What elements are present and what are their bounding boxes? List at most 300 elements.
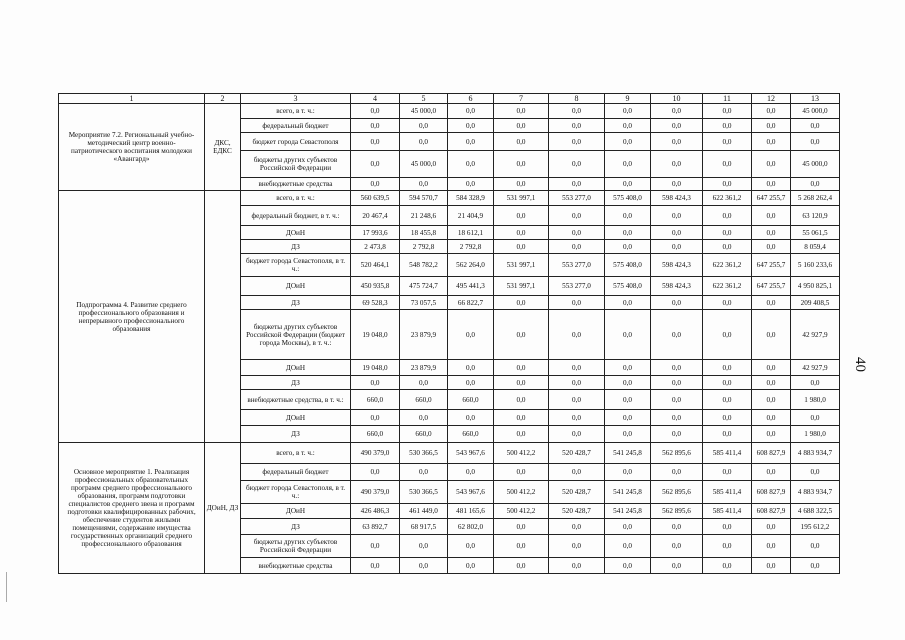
value-cell: 0,0 [703,390,752,410]
header-cell: 11 [703,94,752,104]
value-cell: 0,0 [651,119,703,133]
value-cell: 426 486,3 [351,504,400,519]
value-cell: 0,0 [605,464,651,481]
value-cell: 1 980,0 [791,426,840,443]
value-cell: 608 827,9 [752,504,791,519]
funding-source: федеральный бюджет [241,119,351,133]
value-cell: 23 879,9 [400,360,448,376]
value-cell: 195 612,2 [791,519,840,535]
value-cell: 5 160 233,6 [791,254,840,277]
table-row [59,443,840,464]
value-cell: 0,0 [494,519,549,535]
value-cell: 0,0 [651,376,703,390]
funding-source: бюджет города Севастополя [241,133,351,151]
value-cell: 608 827,9 [752,443,791,464]
value-cell: 598 424,3 [651,254,703,277]
value-cell: 608 827,9 [752,481,791,504]
value-cell: 0,0 [549,104,605,119]
value-cell: 62 802,0 [448,519,494,535]
value-cell: 0,0 [448,410,494,426]
value-cell: 0,0 [549,535,605,558]
value-cell: 45 000,0 [400,104,448,119]
value-cell: 0,0 [791,119,840,133]
header-cell: 3 [241,94,351,104]
value-cell: 548 782,2 [400,254,448,277]
value-cell: 647 255,7 [752,191,791,206]
value-cell: 0,0 [494,410,549,426]
value-cell: 45 000,0 [400,151,448,178]
value-cell: 575 408,0 [605,277,651,296]
value-cell: 562 895,6 [651,443,703,464]
value-cell: 543 967,6 [448,443,494,464]
value-cell: 520 428,7 [549,443,605,464]
funding-source: федеральный бюджет, в т. ч.: [241,206,351,226]
value-cell: 562 264,0 [448,254,494,277]
value-cell: 0,0 [494,206,549,226]
value-cell: 0,0 [605,310,651,360]
value-cell: 0,0 [351,178,400,191]
value-cell: 0,0 [651,558,703,574]
header-cell: 8 [549,94,605,104]
value-cell: 575 408,0 [605,254,651,277]
value-cell: 660,0 [400,390,448,410]
value-cell: 520 428,7 [549,481,605,504]
measure-title: Мероприятие 7.2. Региональный учебно-методический центр военно-патриотического воспитания молодежи «Авангард» [59,104,205,191]
value-cell: 63 892,7 [351,519,400,535]
value-cell: 2 473,8 [351,240,400,254]
value-cell: 0,0 [651,519,703,535]
value-cell: 598 424,3 [651,191,703,206]
value-cell: 585 411,4 [703,481,752,504]
value-cell: 0,0 [605,178,651,191]
value-cell: 55 061,5 [791,226,840,240]
value-cell: 0,0 [448,133,494,151]
value-cell: 0,0 [494,133,549,151]
value-cell: 562 895,6 [651,504,703,519]
value-cell: 0,0 [605,360,651,376]
value-cell: 63 120,9 [791,206,840,226]
value-cell: 0,0 [549,240,605,254]
value-cell: 622 361,2 [703,191,752,206]
value-cell: 0,0 [549,360,605,376]
value-cell: 0,0 [605,519,651,535]
scan-edge-mark [6,572,7,602]
value-cell: 42 927,9 [791,310,840,360]
value-cell: 0,0 [752,360,791,376]
value-cell: 0,0 [651,296,703,310]
value-cell: 0,0 [703,104,752,119]
value-cell: 2 792,8 [448,240,494,254]
value-cell: 622 361,2 [703,254,752,277]
value-cell: 21 404,9 [448,206,494,226]
value-cell: 553 277,0 [549,277,605,296]
funding-source: ДЗ [241,240,351,254]
value-cell: 0,0 [549,390,605,410]
value-cell: 0,0 [448,178,494,191]
value-cell: 0,0 [651,426,703,443]
value-cell: 0,0 [351,119,400,133]
value-cell: 0,0 [752,119,791,133]
value-cell: 0,0 [703,178,752,191]
value-cell: 4 950 825,1 [791,277,840,296]
value-cell: 0,0 [494,119,549,133]
value-cell: 1 980,0 [791,390,840,410]
value-cell: 530 366,5 [400,443,448,464]
executor: ДКС, ЕДКС [205,104,241,191]
value-cell: 0,0 [651,104,703,119]
value-cell: 0,0 [752,178,791,191]
funding-source: внебюджетные средства [241,178,351,191]
value-cell: 209 408,5 [791,296,840,310]
header-cell: 9 [605,94,651,104]
value-cell: 0,0 [448,376,494,390]
value-cell: 0,0 [605,376,651,390]
value-cell: 0,0 [703,519,752,535]
value-cell: 18 455,8 [400,226,448,240]
value-cell: 0,0 [549,206,605,226]
value-cell: 0,0 [651,310,703,360]
value-cell: 0,0 [400,558,448,574]
value-cell: 0,0 [703,119,752,133]
value-cell: 0,0 [752,464,791,481]
value-cell: 500 412,2 [494,481,549,504]
value-cell: 0,0 [605,226,651,240]
value-cell: 0,0 [752,310,791,360]
value-cell: 490 379,0 [351,481,400,504]
value-cell: 0,0 [351,104,400,119]
funding-source: ДЗ [241,376,351,390]
value-cell: 20 467,4 [351,206,400,226]
funding-source: бюджеты других субъектов Российской Федерации [241,535,351,558]
value-cell: 0,0 [494,360,549,376]
value-cell: 0,0 [448,535,494,558]
value-cell: 0,0 [752,104,791,119]
value-cell: 68 917,5 [400,519,448,535]
value-cell: 0,0 [791,178,840,191]
value-cell: 0,0 [351,410,400,426]
value-cell: 0,0 [703,464,752,481]
value-cell: 0,0 [752,226,791,240]
value-cell: 0,0 [400,376,448,390]
value-cell: 0,0 [494,464,549,481]
value-cell: 0,0 [752,240,791,254]
table-row [59,104,840,119]
value-cell: 0,0 [351,376,400,390]
value-cell: 0,0 [494,426,549,443]
value-cell: 660,0 [448,426,494,443]
value-cell: 0,0 [651,226,703,240]
value-cell: 0,0 [400,119,448,133]
value-cell: 0,0 [494,104,549,119]
value-cell: 0,0 [549,426,605,443]
value-cell: 553 277,0 [549,254,605,277]
value-cell: 0,0 [703,226,752,240]
value-cell: 8 059,4 [791,240,840,254]
value-cell: 0,0 [651,464,703,481]
value-cell: 562 895,6 [651,481,703,504]
value-cell: 5 268 262,4 [791,191,840,206]
value-cell: 660,0 [351,390,400,410]
value-cell: 0,0 [703,296,752,310]
value-cell: 541 245,8 [605,504,651,519]
value-cell: 0,0 [549,410,605,426]
value-cell: 0,0 [400,178,448,191]
funding-source: всего, в т. ч.: [241,443,351,464]
value-cell: 0,0 [549,310,605,360]
value-cell: 2 792,8 [400,240,448,254]
value-cell: 647 255,7 [752,277,791,296]
value-cell: 450 935,8 [351,277,400,296]
value-cell: 0,0 [448,310,494,360]
value-cell: 0,0 [549,178,605,191]
executor: ДОиН, ДЗ [205,443,241,574]
funding-source: бюджеты других субъектов Российской Федерации (бюджет города Москвы), в т. ч.: [241,310,351,360]
funding-source: бюджет города Севастополя, в т. ч.: [241,481,351,504]
value-cell: 0,0 [752,535,791,558]
value-cell: 0,0 [549,226,605,240]
value-cell: 0,0 [791,464,840,481]
value-cell: 0,0 [448,119,494,133]
value-cell: 660,0 [400,426,448,443]
value-cell: 0,0 [651,410,703,426]
value-cell: 0,0 [605,558,651,574]
funding-source: всего, в т. ч.: [241,191,351,206]
value-cell: 0,0 [605,133,651,151]
funding-source: ДОиН [241,410,351,426]
value-cell: 0,0 [494,226,549,240]
value-cell: 543 967,6 [448,481,494,504]
value-cell: 0,0 [791,535,840,558]
value-cell: 4 883 934,7 [791,481,840,504]
value-cell: 0,0 [703,410,752,426]
value-cell: 45 000,0 [791,151,840,178]
value-cell: 0,0 [651,360,703,376]
value-cell: 19 048,0 [351,360,400,376]
value-cell: 0,0 [494,310,549,360]
funding-source: ДОиН [241,360,351,376]
value-cell: 0,0 [494,296,549,310]
value-cell: 481 165,6 [448,504,494,519]
value-cell: 0,0 [752,558,791,574]
value-cell: 0,0 [400,410,448,426]
value-cell: 0,0 [448,151,494,178]
value-cell: 0,0 [651,178,703,191]
value-cell: 553 277,0 [549,191,605,206]
value-cell: 594 570,7 [400,191,448,206]
header-cell: 7 [494,94,549,104]
funding-source: федеральный бюджет [241,464,351,481]
value-cell: 0,0 [605,296,651,310]
value-cell: 585 411,4 [703,504,752,519]
value-cell: 0,0 [549,296,605,310]
value-cell: 647 255,7 [752,254,791,277]
value-cell: 73 057,5 [400,296,448,310]
value-cell: 0,0 [752,376,791,390]
page-number: 40 [852,357,868,372]
value-cell: 0,0 [605,410,651,426]
value-cell: 0,0 [752,410,791,426]
value-cell: 541 245,8 [605,443,651,464]
value-cell: 0,0 [549,464,605,481]
executor [205,191,241,443]
value-cell: 0,0 [494,376,549,390]
value-cell: 0,0 [703,133,752,151]
value-cell: 0,0 [703,376,752,390]
value-cell: 531 997,1 [494,191,549,206]
funding-source: всего, в т. ч.: [241,104,351,119]
value-cell: 531 997,1 [494,277,549,296]
value-cell: 0,0 [549,151,605,178]
value-cell: 0,0 [494,151,549,178]
value-cell: 0,0 [448,558,494,574]
value-cell: 0,0 [549,558,605,574]
value-cell: 21 248,6 [400,206,448,226]
value-cell: 495 441,3 [448,277,494,296]
header-cell: 2 [205,94,241,104]
value-cell: 0,0 [494,558,549,574]
measure-title: Основное мероприятие 1. Реализация профессиональных образовательных программ среднего профессионального образования, программ подготовки специалистов среднего звена и программ подготовки квалифицированных рабочих, обеспечение студентов жилыми помещениями, содержание имущества государственных организаций среднего профессионального образования [59,443,205,574]
value-cell: 660,0 [448,390,494,410]
value-cell: 530 366,5 [400,481,448,504]
value-cell: 0,0 [351,535,400,558]
value-cell: 0,0 [651,240,703,254]
value-cell: 660,0 [351,426,400,443]
value-cell: 0,0 [605,206,651,226]
value-cell: 0,0 [605,151,651,178]
header-cell: 6 [448,94,494,104]
value-cell: 0,0 [703,558,752,574]
budget-table [58,93,840,574]
value-cell: 0,0 [605,535,651,558]
value-cell: 0,0 [400,535,448,558]
value-cell: 0,0 [400,133,448,151]
value-cell: 0,0 [605,119,651,133]
value-cell: 622 361,2 [703,277,752,296]
value-cell: 66 822,7 [448,296,494,310]
value-cell: 531 997,1 [494,254,549,277]
value-cell: 45 000,0 [791,104,840,119]
value-cell: 585 411,4 [703,443,752,464]
value-cell: 0,0 [448,360,494,376]
value-cell: 475 724,7 [400,277,448,296]
value-cell: 69 528,3 [351,296,400,310]
value-cell: 0,0 [494,390,549,410]
value-cell: 0,0 [351,558,400,574]
funding-source: ДОиН [241,226,351,240]
value-cell: 0,0 [752,426,791,443]
value-cell: 0,0 [651,151,703,178]
value-cell: 560 639,5 [351,191,400,206]
value-cell: 520 464,1 [351,254,400,277]
value-cell: 598 424,3 [651,277,703,296]
value-cell: 0,0 [703,240,752,254]
value-cell: 17 993,6 [351,226,400,240]
value-cell: 541 245,8 [605,481,651,504]
value-cell: 0,0 [400,464,448,481]
value-cell: 4 883 934,7 [791,443,840,464]
value-cell: 0,0 [605,390,651,410]
funding-source: бюджет города Севастополя, в т. ч.: [241,254,351,277]
value-cell: 0,0 [605,426,651,443]
value-cell: 0,0 [494,178,549,191]
value-cell: 4 688 322,5 [791,504,840,519]
value-cell: 0,0 [351,133,400,151]
value-cell: 0,0 [703,360,752,376]
value-cell: 0,0 [752,296,791,310]
funding-source: ДЗ [241,426,351,443]
value-cell: 0,0 [791,410,840,426]
funding-source: ДЗ [241,519,351,535]
value-cell: 0,0 [549,119,605,133]
value-cell: 0,0 [752,519,791,535]
funding-source: внебюджетные средства, в т. ч.: [241,390,351,410]
value-cell: 0,0 [494,240,549,254]
funding-source: внебюджетные средства [241,558,351,574]
header-cell: 12 [752,94,791,104]
value-cell: 0,0 [752,151,791,178]
value-cell: 18 612,1 [448,226,494,240]
header-row [59,94,840,104]
value-cell: 0,0 [448,464,494,481]
value-cell: 19 048,0 [351,310,400,360]
value-cell: 0,0 [651,133,703,151]
value-cell: 490 379,0 [351,443,400,464]
value-cell: 0,0 [549,376,605,390]
value-cell: 461 449,0 [400,504,448,519]
header-cell: 10 [651,94,703,104]
value-cell: 0,0 [791,133,840,151]
value-cell: 0,0 [752,390,791,410]
value-cell: 23 879,9 [400,310,448,360]
value-cell: 0,0 [791,376,840,390]
value-cell: 520 428,7 [549,504,605,519]
value-cell: 0,0 [703,426,752,443]
value-cell: 0,0 [791,558,840,574]
value-cell: 0,0 [494,535,549,558]
funding-source: ДЗ [241,296,351,310]
funding-source: бюджеты других субъектов Российской Федерации [241,151,351,178]
value-cell: 0,0 [703,535,752,558]
value-cell: 0,0 [651,390,703,410]
value-cell: 584 328,9 [448,191,494,206]
value-cell: 0,0 [651,206,703,226]
header-cell: 4 [351,94,400,104]
funding-source: ДОиН [241,504,351,519]
value-cell: 0,0 [351,464,400,481]
value-cell: 0,0 [651,535,703,558]
value-cell: 0,0 [703,151,752,178]
header-cell: 5 [400,94,448,104]
value-cell: 575 408,0 [605,191,651,206]
value-cell: 0,0 [549,133,605,151]
value-cell: 0,0 [703,206,752,226]
value-cell: 0,0 [703,310,752,360]
funding-source: ДОиН [241,277,351,296]
value-cell: 500 412,2 [494,443,549,464]
value-cell: 0,0 [752,206,791,226]
value-cell: 0,0 [752,133,791,151]
header-cell: 13 [791,94,840,104]
value-cell: 500 412,2 [494,504,549,519]
value-cell: 0,0 [448,104,494,119]
value-cell: 0,0 [549,519,605,535]
value-cell: 42 927,9 [791,360,840,376]
table-row [59,191,840,206]
header-cell: 1 [59,94,205,104]
measure-title: Подпрограмма 4. Развитие среднего профессионального образования и непрерывного профессионального образования [59,191,205,443]
value-cell: 0,0 [605,240,651,254]
value-cell: 0,0 [605,104,651,119]
